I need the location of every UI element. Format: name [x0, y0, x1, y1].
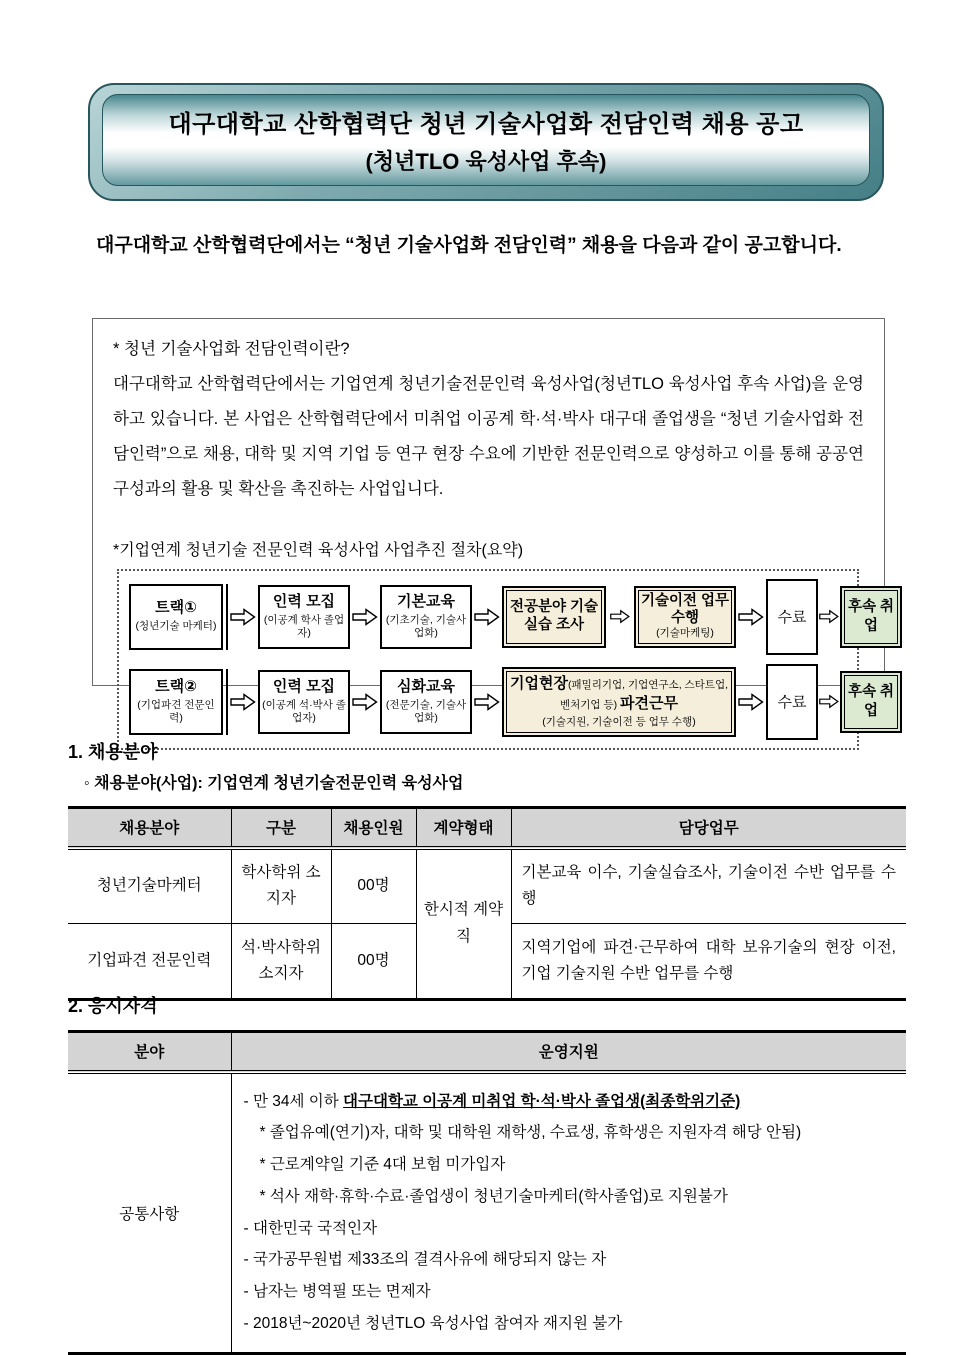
duty-cell: 지역기업에 파견·근무하여 대학 보유기술의 현장 이전, 기업 기술지원 수반 업무를 수행	[511, 924, 906, 1000]
flow-box-label: 기본교육	[397, 592, 455, 610]
section-heading-eligibility: 2. 응시자격	[68, 996, 158, 1016]
flow-box-label: 인력 모집	[272, 592, 336, 610]
about-question: * 청년 기술사업화 전담인력이란?	[113, 340, 350, 358]
flow-box-sublabel: (이공계 학사 졸업자)	[263, 613, 345, 640]
flow-box-basic-education	[380, 585, 472, 649]
table-header-row	[68, 1032, 906, 1072]
flow-box-tech-transfer	[634, 586, 736, 648]
flow-box-track1-wrap	[129, 584, 228, 650]
flow-box-label	[507, 674, 731, 715]
process-flowchart	[117, 569, 895, 750]
flow-box-followup-employment1	[840, 586, 902, 648]
field-cell: 기업파견 전문인력	[68, 924, 231, 1000]
flow-box-survey-inner	[506, 590, 602, 644]
eligibility-item-prefix: - 만 34세 이하	[243, 1092, 344, 1110]
flow-arrow-icon	[736, 608, 766, 626]
title-banner-inner	[102, 94, 870, 186]
flow-box-sublabel: (기술지원, 기술이전 등 업무 수행)	[542, 715, 696, 728]
recruitment-subtitle: ◦ 채용분야(사업): 기업연계 청년기술전문인력 육성사업	[84, 775, 464, 792]
flow-box-label: 수료	[777, 609, 807, 627]
column-header: 운영지원	[231, 1032, 906, 1072]
flow-box-label: 수료	[777, 694, 807, 712]
flow-box-sublabel: (기술마케팅)	[656, 627, 714, 640]
flow-box-followup-inner	[844, 675, 898, 729]
flow-box-followup-inner	[844, 590, 898, 644]
flow-box-recruit1	[258, 585, 350, 649]
eligibility-item: - 2018년~2020년 청년TLO 육성사업 참여자 재지원 불가	[243, 1314, 623, 1332]
flow-arrow-icon	[350, 608, 380, 626]
flow-box-label: 인력 모집	[272, 677, 336, 695]
flow-arrow-icon	[228, 693, 258, 711]
flow-box-company-dispatch-inner	[506, 671, 732, 733]
flow-arrow-icon	[472, 693, 502, 711]
flow-arrow-icon	[609, 609, 631, 624]
recruitment-table	[68, 806, 906, 1001]
flow-box-label: 트랙②	[155, 677, 197, 695]
eligibility-item: - 국가공무원법 제33조의 결격사유에 해당되지 않는 자	[243, 1251, 607, 1269]
flow-box-completion1	[766, 579, 818, 655]
flow-box-label: 기술이전 업무 수행	[640, 592, 730, 626]
program-description-box	[92, 318, 895, 728]
table-header-row	[68, 808, 906, 848]
flow-box-recruit2	[258, 670, 350, 734]
flow-box-sublabel: (기초기술, 기술사업화)	[385, 613, 467, 640]
eligibility-item: - 대한민국 국적인자	[243, 1219, 378, 1237]
degree-cell: 학사학위 소지자	[231, 848, 331, 924]
column-header: 담당업무	[511, 808, 906, 848]
flow-arrow-icon	[350, 693, 380, 711]
flow-box-label: 후속 취업	[847, 598, 895, 634]
flow-box-company-dispatch	[502, 667, 736, 737]
contract-type-cell: 한시적 계약직	[416, 848, 511, 1000]
flowchart-caption: *기업연계 청년기술 전문인력 육성사업 사업추진 절차(요약)	[113, 541, 524, 559]
count-cell: 00명	[331, 924, 416, 1000]
eligibility-category-cell: 공통사항	[68, 1072, 231, 1354]
flow-mid-group-track1	[502, 586, 736, 648]
eligibility-item: - 남자는 병역필 또는 면제자	[243, 1283, 431, 1301]
flow-arrow-icon	[736, 693, 766, 711]
duty-cell: 기본교육 이수, 기술실습조사, 기술이전 수반 업무를 수행	[511, 848, 906, 924]
intro-paragraph: 대구대학교 산학협력단에서는 “청년 기술사업화 전담인력” 채용을 다음과 같이 공고합니다.	[96, 235, 842, 256]
flow-box-label: 전공분야 기술실습 조사	[509, 599, 599, 633]
dispatch-title2: 파견근무	[620, 695, 679, 713]
dispatch-title1: 기업현장	[509, 675, 568, 693]
banner-title-line1: 대구대학교 산학협력단 청년 기술사업화 전담인력 채용 공고	[168, 111, 804, 138]
flow-arrow-icon	[228, 608, 258, 626]
flow-box-track2	[129, 669, 223, 735]
banner-title-line2: (청년TLO 육성사업 후속)	[365, 149, 607, 174]
flow-box-sublabel: (청년기술 마케터)	[135, 620, 217, 633]
flow-box-sublabel: (이공계 석·박사 졸업자)	[262, 698, 346, 725]
flow-row-track2	[129, 664, 895, 740]
flow-row-track1	[129, 579, 895, 655]
column-header: 구분	[231, 808, 331, 848]
flow-arrow-icon	[472, 608, 502, 626]
table-row	[68, 848, 906, 924]
flow-box-label: 심화교육	[397, 677, 455, 695]
flow-arrow-icon	[818, 609, 840, 624]
flow-box-followup-employment2	[840, 671, 902, 733]
dispatch-paren: (패밀리기업, 기업연구소, 스타트업, 벤처기업 등)	[559, 679, 729, 712]
flow-box-label: 트랙①	[155, 599, 197, 617]
about-description: 대구대학교 산학협력단에서는 기업연계 청년기술전문인력 육성사업(청년TLO 육성사업 후속 사업)을 운영하고 있습니다. 본 사업은 산학협력단에서 미취업 이공계 학·석·박사 대구대 졸업생을 “청년 기술사업화 전담인력”으로 채용, 대학 및 지역 기업 등 연구 현장 수요에 기반한 전문인력으로 양성하고 이를 통해 공공연구성과의 활용 및 확산을 촉진하는 사업입니다.	[113, 374, 864, 498]
column-header: 채용분야	[68, 808, 231, 848]
eligibility-item-age	[244, 1086, 897, 1118]
title-banner	[88, 83, 884, 201]
eligibility-subitem: * 근로계약일 기준 4대 보험 미가입자	[259, 1156, 506, 1174]
flow-box-label: 후속 취업	[847, 683, 895, 719]
eligibility-item-emphasis: 대구대학교 이공계 미취업 학·석·박사 졸업생(최종학위기준)	[343, 1092, 741, 1110]
eligibility-content-cell	[231, 1072, 906, 1354]
column-header: 계약형태	[416, 808, 511, 848]
eligibility-subitem: * 졸업유예(연기)자, 대학 및 대학원 재학생, 수료생, 휴학생은 지원자격 해당 안됨)	[259, 1124, 802, 1142]
flow-arrow-icon	[818, 694, 840, 709]
table-row	[68, 1072, 906, 1354]
count-cell: 00명	[331, 848, 416, 924]
flow-box-survey	[502, 586, 606, 648]
flow-box-completion2	[766, 664, 818, 740]
eligibility-subitem: * 석사 재학·휴학·수료·졸업생이 청년기술마케터(학사졸업)로 지원불가	[259, 1187, 728, 1205]
flow-box-sublabel: (전문기술, 기술사업화)	[385, 698, 467, 725]
flow-box-track2-wrap	[129, 669, 228, 735]
section-heading-recruitment: 1. 채용분야	[68, 742, 158, 762]
degree-cell: 석·박사학위 소지자	[231, 924, 331, 1000]
flow-box-advanced-education	[380, 670, 472, 734]
eligibility-table	[68, 1030, 906, 1355]
flow-box-track1	[129, 584, 223, 650]
column-header: 채용인원	[331, 808, 416, 848]
flow-box-tech-transfer-inner	[638, 590, 732, 644]
column-header: 분야	[68, 1032, 231, 1072]
flow-box-sublabel: (기업파견 전문인력)	[137, 698, 215, 725]
field-cell: 청년기술마케터	[68, 848, 231, 924]
